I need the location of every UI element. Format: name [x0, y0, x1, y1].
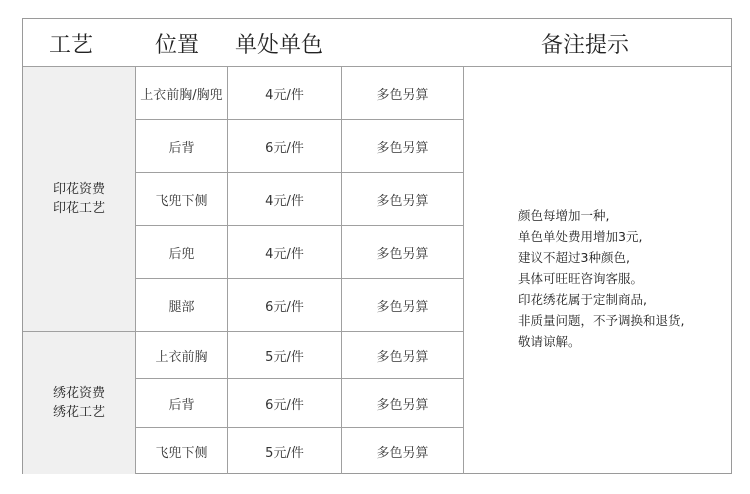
- row-7-price: 6元/件: [265, 397, 304, 413]
- header-price: 单处单色: [235, 32, 324, 58]
- header-craft: 工艺: [49, 32, 94, 58]
- row-6-price: 5元/件: [265, 349, 304, 365]
- row-5-price: 6元/件: [265, 299, 304, 315]
- remarks-note: [518, 205, 684, 352]
- row-8-extra: 多色另算: [376, 445, 429, 461]
- row-3-price: 4元/件: [265, 193, 304, 209]
- row-1-price: 4元/件: [265, 87, 304, 103]
- row-4-price: 4元/件: [265, 246, 304, 262]
- row-5-position: 腿部: [168, 299, 195, 315]
- row-1-position: 上衣前胸/胸兜: [140, 87, 223, 103]
- note-line: 非质量问题，不予调换和退货,: [518, 313, 685, 328]
- row-3-extra: 多色另算: [376, 193, 429, 209]
- row-7-position: 后背: [168, 397, 195, 413]
- row-2-price: 6元/件: [265, 140, 304, 156]
- note-line: 单色单处费用增加3元,: [518, 229, 643, 244]
- row-4-position: 后兜: [168, 246, 195, 262]
- row-1-extra: 多色另算: [376, 87, 429, 103]
- header-position: 位置: [155, 32, 200, 58]
- row-5-extra: 多色另算: [376, 299, 429, 315]
- note-line: 建议不超过3种颜色,: [518, 250, 630, 265]
- row-4-extra: 多色另算: [376, 246, 429, 262]
- row-6-extra: 多色另算: [376, 349, 429, 365]
- note-line: 颜色每增加一种,: [518, 208, 610, 223]
- group-emb-name-2: 绣花工艺: [52, 405, 105, 420]
- row-8-position: 飞兜下侧: [155, 445, 208, 461]
- row-3-position: 飞兜下侧: [155, 193, 208, 209]
- group-embroidery: [23, 332, 135, 474]
- vline-4: [463, 67, 464, 474]
- group-print: [23, 67, 135, 331]
- row-7-extra: 多色另算: [376, 397, 429, 413]
- note-line: 具体可旺旺咨询客服。: [518, 271, 644, 286]
- group-print-name-1: 印花资费: [52, 182, 105, 197]
- group-divider: [23, 331, 135, 332]
- row-2-position: 后背: [168, 140, 195, 156]
- row-2-extra: 多色另算: [376, 140, 429, 156]
- group-emb-name-1: 绣花资费: [52, 386, 105, 401]
- note-line: 印花绣花属于定制商品,: [518, 292, 647, 307]
- note-line: 敬请谅解。: [518, 334, 581, 349]
- header-remarks: 备注提示: [541, 32, 630, 58]
- group-print-name-2: 印花工艺: [52, 201, 105, 216]
- row-6-position: 上衣前胸: [155, 349, 208, 365]
- row-8-price: 5元/件: [265, 445, 304, 461]
- pricing-table: [22, 18, 732, 474]
